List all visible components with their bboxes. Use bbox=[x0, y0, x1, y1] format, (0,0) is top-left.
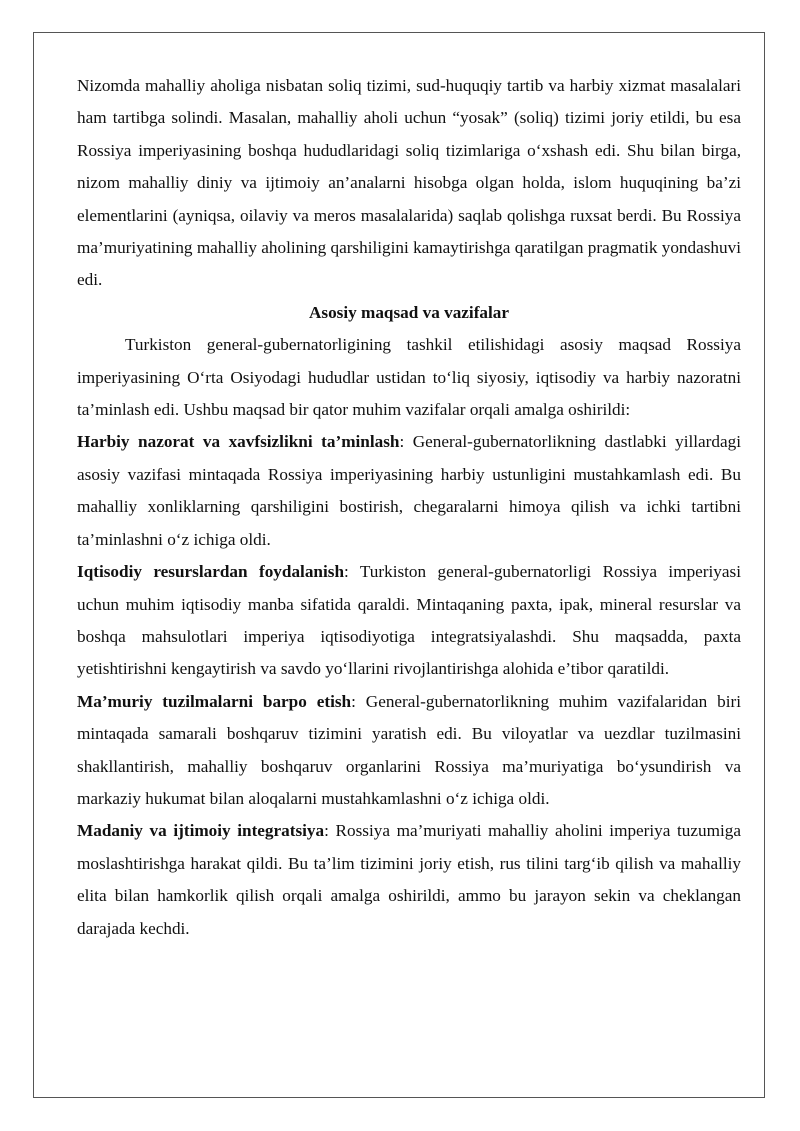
task-term: Iqtisodiy resurslardan foydalanish bbox=[77, 562, 345, 582]
task-text: : General-gubernatorlikning dastlabki yillardagi asosiy vazifasi mintaqada Rossiya imperiyasining harbiy ustunligini mustahkamlash edi. Bu mahalliy xonliklarning qarshiligini bostirish, chegaralarni himoya qilish va ichki tartibni ta’minlashni o‘z ichiga oldi. bbox=[77, 432, 741, 549]
paragraph-intro: Nizomda mahalliy aholiga nisbatan soliq tizimi, sud-huquqiy tartib va harbiy xizmat masalalari ham tartibga solindi. Masalan, mahalliy aholi uchun “yosak” (soliq) tizimi joriy etildi, bu esa Rossiya imperiyasining boshqa hududlaridagi soliq tizimlariga o‘xshash edi. Shu bilan birga, nizom mahalliy diniy va ijtimoiy an’analarni hisobga olgan holda, islom huquqining ba’zi elementlarini (ayniqsa, oilaviy va meros masalalarida) saqlab qolishga ruxsat berdi. Bu Rossiya ma’muriyatining mahalliy aholining qarshiligini kamaytirishga qaratilgan pragmatik yondashuvi edi. bbox=[77, 76, 741, 290]
task-term: Harbiy nazorat va xavfsizlikni ta’minlash bbox=[77, 432, 400, 452]
task-economic-resources bbox=[77, 556, 741, 686]
task-administrative-structures bbox=[77, 686, 741, 816]
task-text: : Rossiya ma’muriyati mahalliy aholini imperiya tuzumiga moslashtirishga harakat qildi. Bu ta’lim tizimini joriy etish, rus tilini targ‘ib qilish va mahalliy elita bilan hamkorlik qilish orqali amalga oshirildi, ammo bu jarayon sekin va cheklangan darajada kechdi. bbox=[77, 821, 741, 938]
task-cultural-integration bbox=[77, 815, 741, 945]
task-military-control bbox=[77, 426, 741, 556]
task-text: : General-gubernatorlikning muhim vazifalaridan biri mintaqada samarali boshqaruv tizimini yaratish edi. Bu viloyatlar va uezdlar tuzilmasini shakllantirish, mahalliy boshqaruv organlarini Rossiya ma’muriyatiga bo‘ysundirish va markaziy hukumat bilan aloqalarni mustahkamlashni o‘z ichiga oldi. bbox=[77, 691, 741, 808]
task-term: Ma’muriy tuzilmalarni barpo etish bbox=[77, 691, 352, 711]
document-body bbox=[77, 70, 741, 945]
section-heading: Asosiy maqsad va vazifalar bbox=[308, 302, 510, 322]
paragraph-goal: Turkiston general-gubernatorligining tashkil etilishidagi asosiy maqsad Rossiya imperiyasining O‘rta Osiyodagi hududlar ustidan to‘liq siyosiy, iqtisodiy va harbiy nazoratni ta’minlash edi. Ushbu maqsad bir qator muhim vazifalar orqali amalga oshirildi: bbox=[77, 335, 741, 420]
task-term: Madaniy va ijtimoiy integratsiya bbox=[77, 821, 325, 841]
task-text: : Turkiston general-gubernatorligi Rossiya imperiyasi uchun muhim iqtisodiy manba sifatida qaraldi. Mintaqaning paxta, ipak, mineral resurslar va boshqa mahsulotlari imperiya iqtisodiyotiga integratsiyalashdi. Shu maqsadda, paxta yetishtirishni kengaytirish va savdo yo‘llarini rivojlantirishga alohida e’tibor qaratildi. bbox=[77, 562, 741, 679]
